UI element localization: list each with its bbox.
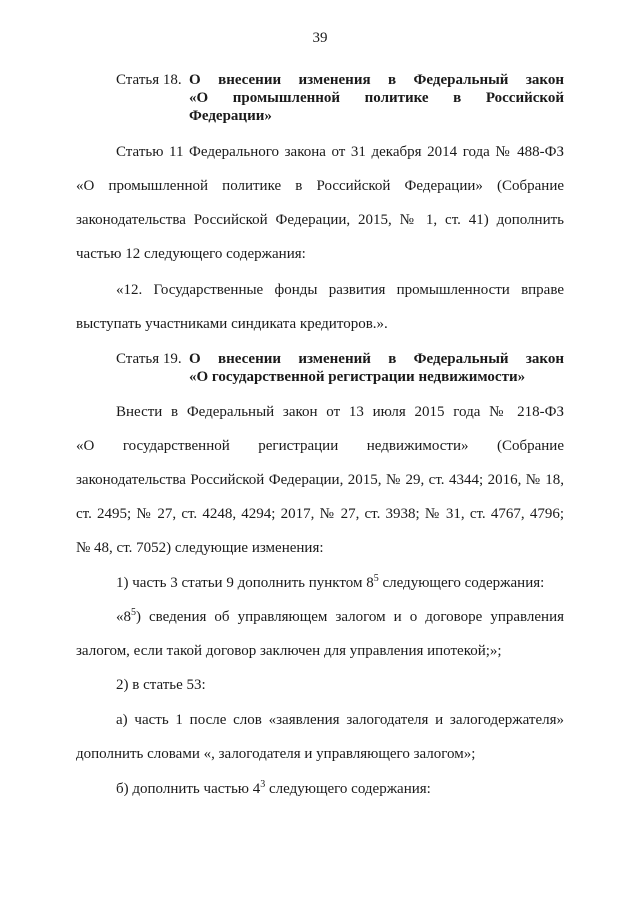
item-2a-line-1: а) часть 1 после слов «заявления залогодателя и залогодержателя» bbox=[116, 712, 564, 728]
paragraph-1-line-2: «О промышленной политике в Российской Федерации» (Собрание bbox=[76, 178, 564, 194]
article-18-title-line-3: Федерации» bbox=[189, 108, 272, 124]
article-19-title-line-2: «О государственной регистрации недвижимости» bbox=[189, 369, 526, 385]
article-18-title-line-2: «О промышленной политике в Российской bbox=[189, 90, 564, 106]
item-1: 1) часть 3 статьи 9 дополнить пунктом $8^5$ следующего содержания: bbox=[116, 573, 545, 591]
article-19-title-line-1: О внесении изменений в Федеральный закон bbox=[189, 351, 564, 367]
paragraph-3-line-4: ст. 2495; № 27, ст. 4248, 4294; 2017, № 27, ст. 3938; № 31, ст. 4767, 4796; bbox=[76, 506, 564, 522]
item-1-quote-line-1: «$8^5$) сведения об управляющем залогом и о договоре управления bbox=[116, 607, 564, 625]
item-1-quote-line-2: залогом, если такой договор заключен для управления ипотекой;»; bbox=[76, 643, 502, 659]
item-2: 2) в статье 53: bbox=[116, 677, 206, 693]
article-18-label: Статья 18. bbox=[116, 72, 182, 88]
paragraph-3-line-2: «О государственной регистрации недвижимости» (Собрание bbox=[76, 438, 564, 454]
paragraph-3-line-1: Внести в Федеральный закон от 13 июля 2015 года № 218-ФЗ bbox=[116, 404, 564, 420]
paragraph-1-line-3: законодательства Российской Федерации, 2015, № 1, ст. 41) дополнить bbox=[76, 212, 564, 228]
paragraph-3-line-5: № 48, ст. 7052) следующие изменения: bbox=[76, 540, 324, 556]
paragraph-1-line-4: частью 12 следующего содержания: bbox=[76, 246, 306, 262]
article-19-label: Статья 19. bbox=[116, 351, 182, 367]
item-2a-line-2: дополнить словами «, залогодателя и управляющего залогом»; bbox=[76, 746, 476, 762]
paragraph-3-line-3: законодательства Российской Федерации, 2015, № 29, ст. 4344; 2016, № 18, bbox=[76, 472, 564, 488]
item-2b: б) дополнить частью $4^3$ следующего содержания: bbox=[116, 779, 431, 797]
page-number: 39 bbox=[312, 30, 328, 46]
article-18-title-line-1: О внесении изменения в Федеральный закон bbox=[189, 72, 564, 88]
paragraph-2-line-1: «12. Государственные фонды развития промышленности вправе bbox=[116, 282, 564, 298]
paragraph-2-line-2: выступать участниками синдиката кредиторов.». bbox=[76, 316, 388, 332]
paragraph-1-line-1: Статью 11 Федерального закона от 31 декабря 2014 года № 488-ФЗ bbox=[116, 144, 564, 160]
